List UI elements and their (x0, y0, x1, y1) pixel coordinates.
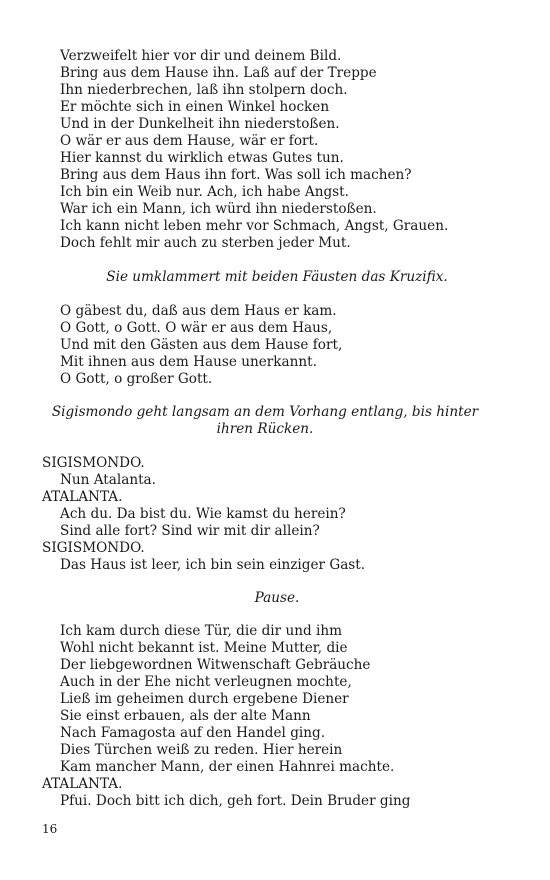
verse-line: Sind alle fort? Sind wir mit dir allein? (60, 523, 320, 539)
verse-line: Verzweifelt hier vor dir und deinem Bild. (60, 48, 342, 64)
verse-line: O Gott, o Gott. O wär er aus dem Haus, (60, 320, 333, 336)
verse-block-2 (42, 303, 512, 388)
verse-line: Ich bin ein Weib nur. Ach, ich habe Angst. (60, 184, 349, 200)
dialogue-block-1 (42, 455, 512, 574)
verse-line: Dies Türchen weiß zu reden. Hier herein (60, 742, 343, 758)
verse-line: Ich kam durch diese Tür, die dir und ihm (60, 623, 342, 639)
speaker-name: SIGISMONDO. (42, 455, 145, 471)
verse-line: Bring aus dem Haus ihn fort. Was soll ich machen? (60, 167, 412, 183)
speaker-name: ATALANTA. (42, 776, 123, 792)
dialogue-block-2 (42, 623, 512, 810)
verse-line: War ich ein Mann, ich würd ihn niederstoßen. (60, 201, 377, 217)
verse-line: Ihn niederbrechen, laß ihn stolpern doch. (60, 82, 348, 98)
verse-line: Ich kann nicht leben mehr vor Schmach, Angst, Grauen. (60, 218, 449, 234)
verse-line: Hier kannst du wirklich etwas Gutes tun. (60, 150, 344, 166)
verse-line: Wohl nicht bekannt ist. Meine Mutter, die (60, 640, 348, 656)
verse-line: Und mit den Gästen aus dem Hause fort, (60, 337, 343, 353)
verse-line: Doch fehlt mir auch zu sterben jeder Mut. (60, 235, 351, 251)
verse-line: Das Haus ist leer, ich bin sein einziger Gast. (60, 557, 366, 573)
verse-line: Nun Atalanta. (60, 472, 156, 488)
verse-block-1 (42, 48, 512, 252)
verse-line: Er möchte sich in einen Winkel hocken (60, 99, 330, 115)
verse-line: Ach du. Da bist du. Wie kamst du herein? (60, 506, 346, 522)
page-number: 16 (42, 822, 58, 836)
verse-line: Pfui. Doch bitt ich dich, geh fort. Dein Bruder ging (60, 793, 411, 809)
verse-line: Auch in der Ehe nicht verleugnen mochte, (60, 674, 352, 690)
verse-line: Mit ihnen aus dem Hause unerkannt. (60, 354, 317, 370)
verse-line: O Gott, o großer Gott. (60, 371, 213, 387)
verse-line: Bring aus dem Hause ihn. Laß auf der Treppe (60, 65, 377, 81)
speaker-name: SIGISMONDO. (42, 540, 145, 556)
verse-line: Und in der Dunkelheit ihn niederstoßen. (60, 116, 340, 132)
verse-line: O gäbest du, daß aus dem Haus er kam. (60, 303, 337, 319)
verse-line: O wär er aus dem Hause, wär er fort. (60, 133, 319, 149)
verse-line: Nach Famagosta auf den Handel ging. (60, 725, 326, 741)
stage-direction-3: Pause. (254, 590, 300, 606)
verse-line: Sie einst erbauen, als der alte Mann (60, 708, 311, 724)
verse-line: Kam mancher Mann, der einen Hahnrei machte. (60, 759, 395, 775)
speaker-name: ATALANTA. (42, 489, 123, 505)
stage-direction-2: Sigismondo geht langsam an dem Vorhang entlang, bis hinter ihren Rücken. (51, 404, 479, 437)
verse-line: Der liebgewordnen Witwenschaft Gebräuche (60, 657, 371, 673)
stage-direction-1: Sie umklammert mit beiden Fäusten das Kruzifix. (106, 269, 448, 285)
verse-line: Ließ im geheimen durch ergebene Diener (60, 691, 349, 707)
